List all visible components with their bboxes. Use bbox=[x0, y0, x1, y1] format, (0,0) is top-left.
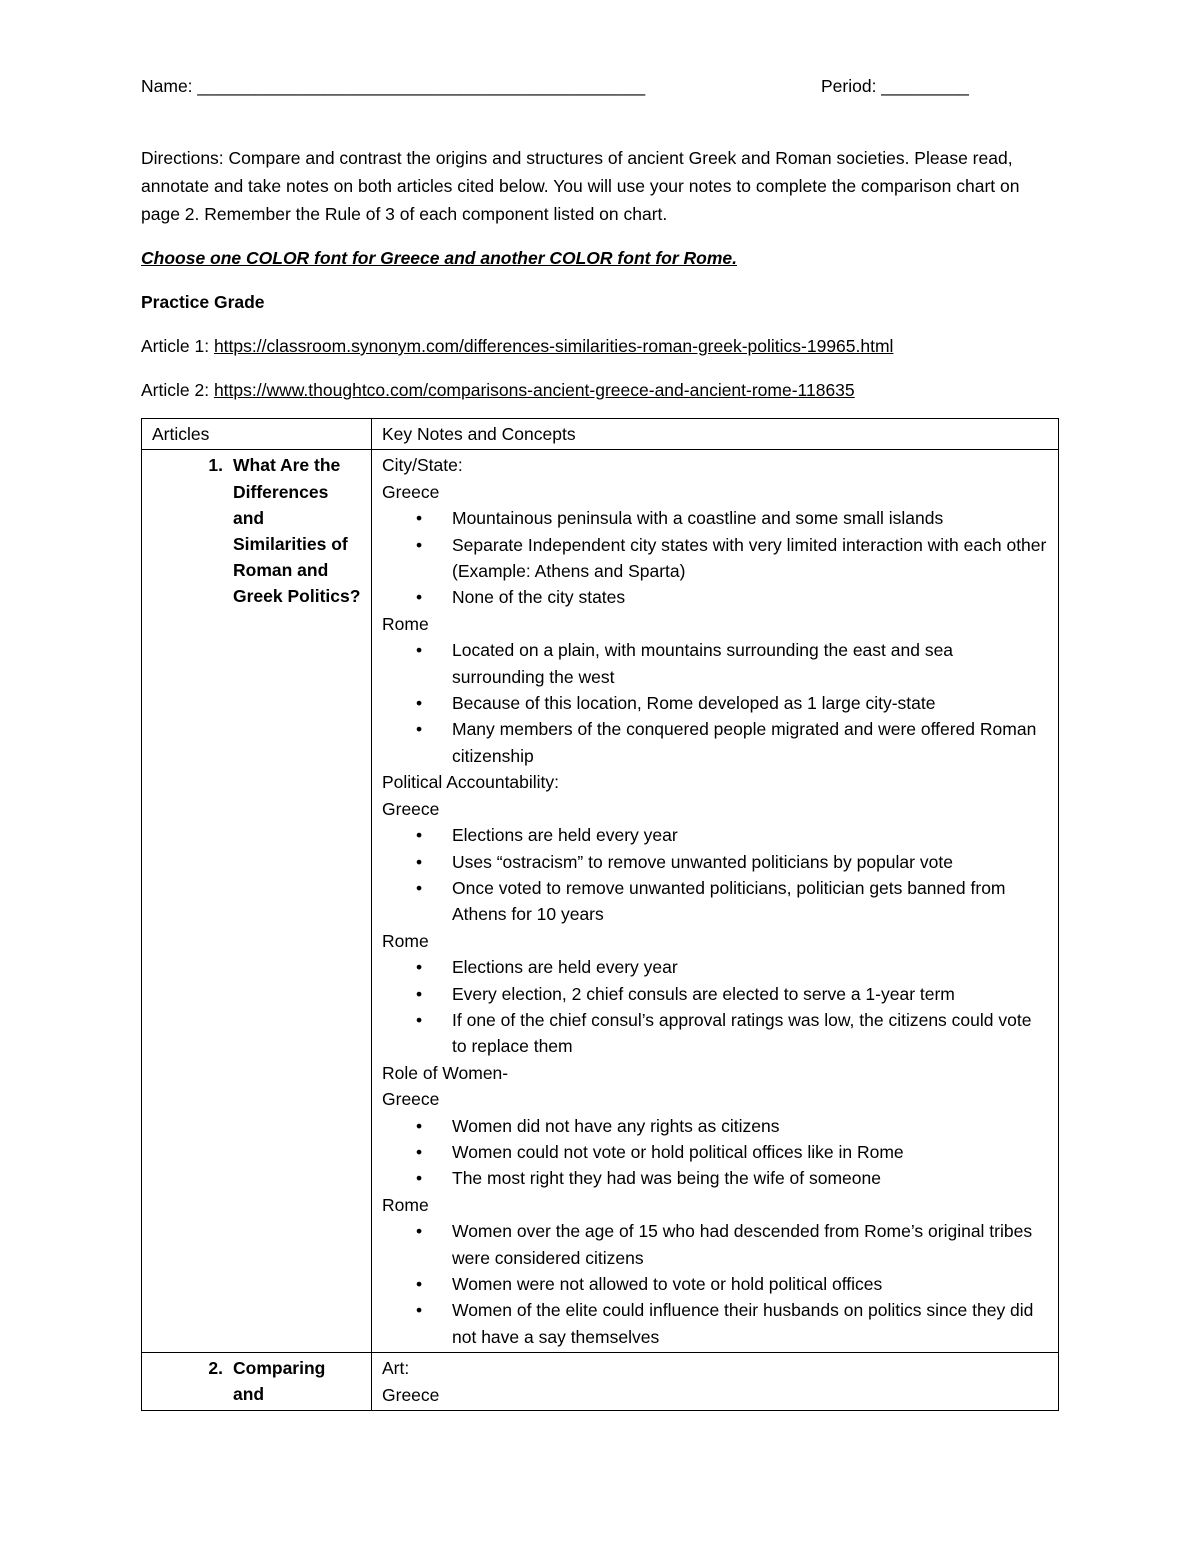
list-item bbox=[382, 954, 1048, 980]
bullet-icon: • bbox=[416, 877, 423, 898]
bullet-icon: • bbox=[416, 851, 423, 872]
table-row bbox=[142, 450, 1059, 1353]
article-title-text: Comparing and bbox=[233, 1358, 326, 1405]
bullet-text: Located on a plain, with mountains surrounding the east and sea surrounding the west bbox=[452, 640, 954, 687]
list-item bbox=[382, 690, 1048, 716]
section-heading: Art: bbox=[382, 1358, 410, 1379]
list-item bbox=[382, 981, 1048, 1007]
article-title bbox=[152, 1355, 361, 1407]
name-field: Name: ______________________________________________ bbox=[141, 76, 646, 96]
list-item bbox=[382, 505, 1048, 531]
bullet-list bbox=[382, 505, 1048, 611]
directions-text: Directions: Compare and contrast the origins and structures of ancient Greek and Roman societies. Please read, annotate and take notes on both articles cited below. You will use your notes to complete the comparison chart on page 2. Remember the Rule of 3 of each component listed on chart. bbox=[141, 148, 1020, 224]
section-heading: Political Accountability: bbox=[382, 772, 560, 793]
key-notes-cell bbox=[372, 450, 1059, 1353]
bullet-text: Separate Independent city states with very limited interaction with each other (Example: Athens and Sparta) bbox=[452, 534, 1047, 582]
worksheet-page bbox=[141, 70, 1059, 404]
article-2-line bbox=[141, 376, 1059, 404]
list-item bbox=[382, 1113, 1048, 1139]
bullet-icon: • bbox=[416, 693, 423, 714]
bullet-text: Mountainous peninsula with a coastline and some small islands bbox=[452, 508, 944, 529]
list-item bbox=[382, 1165, 1048, 1191]
list-item bbox=[382, 1271, 1048, 1297]
bullet-icon: • bbox=[416, 587, 423, 608]
civilization-label: Greece bbox=[382, 481, 440, 502]
bullet-text: Women of the elite could influence their husbands on politics since they did not have a say themselves bbox=[452, 1300, 1034, 1347]
article-title-cell bbox=[142, 1353, 372, 1411]
bullet-icon: • bbox=[416, 1300, 423, 1321]
bullet-text: If one of the chief consul’s approval ratings was low, the citizens could vote to replace them bbox=[452, 1009, 1032, 1057]
bullet-icon: • bbox=[416, 1009, 423, 1030]
article-1-link[interactable]: https://classroom.synonym.com/differences-similarities-roman-greek-politics-19965.html bbox=[213, 336, 894, 356]
article-number: 2. bbox=[208, 1358, 223, 1379]
bullet-icon: • bbox=[416, 825, 423, 846]
header-articles: Articles bbox=[142, 419, 372, 450]
bullet-icon: • bbox=[416, 1141, 423, 1162]
civilization-label: Rome bbox=[382, 1194, 429, 1215]
list-item bbox=[382, 584, 1048, 610]
bullet-text: Every election, 2 chief consuls are elected to serve a 1-year term bbox=[452, 983, 955, 1004]
header-line bbox=[141, 70, 1059, 102]
list-item bbox=[382, 1297, 1048, 1350]
bullet-icon: • bbox=[416, 534, 423, 555]
color-instruction: Choose one COLOR font for Greece and another COLOR font for Rome. bbox=[141, 248, 737, 268]
civilization-label: Greece bbox=[382, 1089, 440, 1110]
bullet-text: Women over the age of 15 who had descended from Rome’s original tribes were considered citizens bbox=[452, 1221, 1033, 1268]
list-item bbox=[382, 716, 1048, 769]
article-title-cell bbox=[142, 450, 372, 1353]
list-item bbox=[382, 849, 1048, 875]
bullet-icon: • bbox=[416, 1168, 423, 1189]
practice-grade-heading: Practice Grade bbox=[141, 292, 265, 312]
civilization-label: Rome bbox=[382, 930, 429, 951]
section-heading: City/State: bbox=[382, 455, 463, 476]
bullet-icon: • bbox=[416, 957, 423, 978]
bullet-text: Because of this location, Rome developed as 1 large city-state bbox=[452, 693, 936, 714]
bullet-icon: • bbox=[416, 983, 423, 1004]
header-key-notes: Key Notes and Concepts bbox=[372, 419, 1059, 450]
bullet-list bbox=[382, 822, 1048, 928]
bullet-icon: • bbox=[416, 719, 423, 740]
bullet-icon: • bbox=[416, 508, 423, 529]
bullet-text: Uses “ostracism” to remove unwanted politicians by popular vote bbox=[452, 851, 953, 872]
bullet-list bbox=[382, 637, 1048, 769]
table-header-row bbox=[142, 419, 1059, 450]
civilization-label: Greece bbox=[382, 1384, 440, 1405]
bullet-text: None of the city states bbox=[452, 587, 626, 608]
bullet-list bbox=[382, 1218, 1048, 1350]
article-title-text: What Are the Differences and Similarities of Roman and Greek Politics? bbox=[233, 455, 361, 607]
bullet-list bbox=[382, 1113, 1048, 1192]
article-1-line bbox=[141, 332, 1059, 360]
key-notes-cell bbox=[372, 1353, 1059, 1411]
bullet-icon: • bbox=[416, 1274, 423, 1294]
bullet-list bbox=[382, 954, 1048, 1060]
bullet-icon: • bbox=[416, 1115, 423, 1136]
list-item bbox=[382, 822, 1048, 848]
bullet-text: Women did not have any rights as citizens bbox=[452, 1115, 780, 1136]
table-row bbox=[142, 1353, 1059, 1411]
civilization-label: Rome bbox=[382, 613, 429, 634]
bullet-icon: • bbox=[416, 640, 423, 661]
comparison-table bbox=[141, 418, 1059, 1411]
list-item bbox=[382, 637, 1048, 690]
list-item bbox=[382, 875, 1048, 928]
article-2-link[interactable]: https://www.thoughtco.com/comparisons-ancient-greece-and-ancient-rome-118635 bbox=[213, 380, 855, 400]
section-heading: Role of Women- bbox=[382, 1062, 509, 1083]
bullet-text: Many members of the conquered people migrated and were offered Roman citizenship bbox=[452, 719, 1037, 766]
article-number: 1. bbox=[208, 455, 223, 476]
article-1-label: Article 1: bbox=[141, 336, 214, 356]
period-field: Period: _________ bbox=[821, 76, 969, 96]
bullet-icon: • bbox=[416, 1221, 423, 1242]
bullet-text: Once voted to remove unwanted politicians, politician gets banned from Athens for 10 years bbox=[452, 877, 1006, 925]
bullet-text: Elections are held every year bbox=[452, 957, 678, 978]
article-2-label: Article 2: bbox=[141, 380, 214, 400]
list-item bbox=[382, 1007, 1048, 1060]
bullet-text: Women could not vote or hold political offices like in Rome bbox=[452, 1141, 904, 1162]
list-item bbox=[382, 532, 1048, 585]
civilization-label: Greece bbox=[382, 798, 440, 819]
bullet-text: The most right they had was being the wife of someone bbox=[452, 1168, 881, 1189]
article-title bbox=[152, 452, 361, 609]
bullet-text: Elections are held every year bbox=[452, 825, 678, 846]
bullet-text: Women were not allowed to vote or hold political offices bbox=[452, 1274, 883, 1294]
list-item bbox=[382, 1139, 1048, 1165]
list-item bbox=[382, 1218, 1048, 1271]
